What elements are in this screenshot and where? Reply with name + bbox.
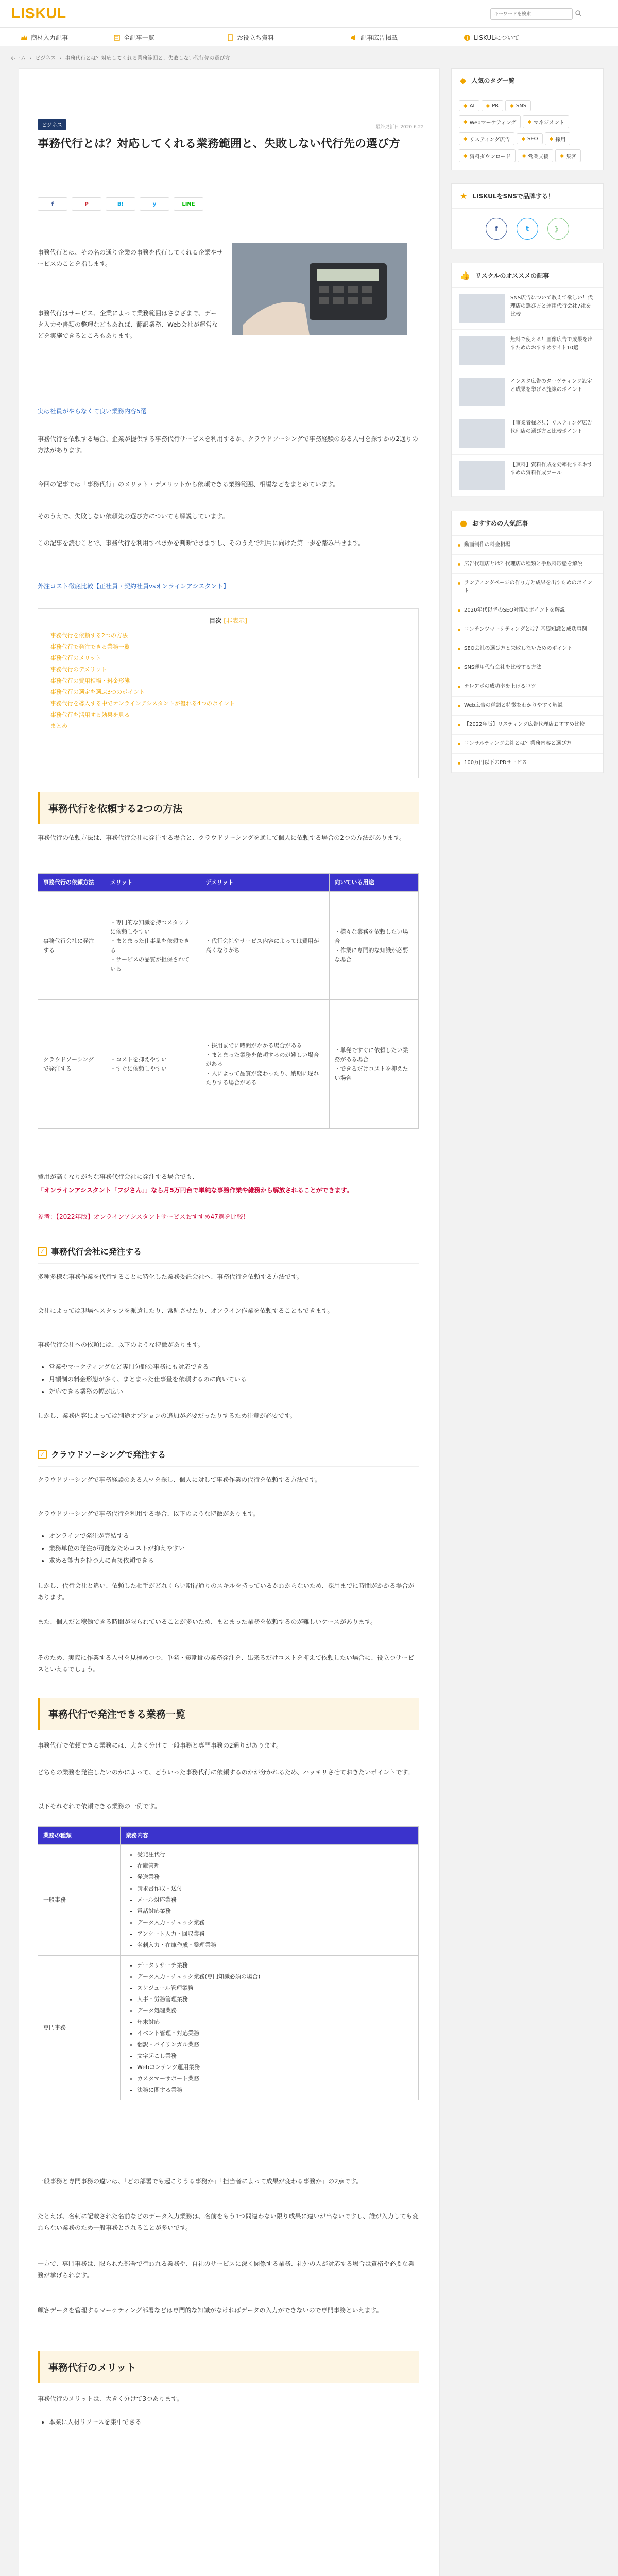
nav-label: お役立ち資料 xyxy=(237,34,274,41)
feature-list xyxy=(38,1361,419,1398)
list-item: • 受発注代行 xyxy=(137,1849,413,1860)
paragraph: 会社によっては現場へスタッフを派遣したり、常駐させたり、オフライン作業を依頼することもできます。 xyxy=(38,1307,334,1314)
paragraph: 以下それぞれで依頼できる業務の一例です。 xyxy=(38,1803,161,1810)
paragraph: クラウドソーシングで事務代行を利用する場合、以下のような特徴があります。 xyxy=(38,1510,260,1517)
tag-chip[interactable] xyxy=(459,149,516,162)
list-item: • 法務に関する業務 xyxy=(137,2084,413,2096)
list-item: • Webコンテンツ運用業務 xyxy=(137,2062,413,2073)
list-item: • 発送業務 xyxy=(137,1872,413,1883)
list-item: • 本業に人材リソースを集中できる xyxy=(49,2416,419,2428)
list-item: • アンケート入力・回収業務 xyxy=(137,1928,413,1940)
table-of-contents xyxy=(38,608,419,778)
subsection-heading: ✓ 事務代行会社に発注する xyxy=(38,1245,419,1264)
tag-chip[interactable] xyxy=(555,149,581,162)
line-share-button[interactable]: LINE xyxy=(174,197,203,211)
comparison-table xyxy=(38,873,419,1129)
tag-chip[interactable] xyxy=(545,132,571,145)
article-title: SNS広告について教えて欲しい！代理店の選び方と運用代行会社7社を比較 xyxy=(510,295,593,317)
list-item: • 人事・労務管理業務 xyxy=(137,1994,413,2005)
calculator-photo-icon xyxy=(232,243,407,335)
table-cell: ・採用までに時間がかかる場合がある ・まとまった業務を依頼するのが難しい場合がある ・人によって品質が変わったり、納期に遅れたりする場合がある xyxy=(200,1000,329,1129)
paragraph: クラウドソーシングで事務経験のある人材を探し、個人に対して事務作業の代行を依頼する方法です。 xyxy=(38,1476,321,1483)
list-item: • 電話対応業務 xyxy=(137,1906,413,1917)
star-icon: ★ xyxy=(460,191,468,201)
pocket-share-button[interactable]: P xyxy=(72,197,101,211)
list-item: • 年末対応 xyxy=(137,2016,413,2028)
category-tag[interactable]: ビジネス xyxy=(38,119,66,130)
toc-item[interactable]: 事務代行の費用相場・料金形態 xyxy=(50,677,130,684)
paragraph: たとえば、名刺に記載された名前などのデータ入力業務は、名前をもう1つ間違わない限り成果に違いが出ないですし、誰が入力しても変わらない業務のため一般事務とされることが多いです。 xyxy=(38,2213,419,2231)
table-cell: 事務代行会社に発注する xyxy=(38,892,105,1000)
tag-chip[interactable] xyxy=(459,115,521,128)
list-item: • 求める能力を持つ人に直接依頼できる xyxy=(49,1554,419,1567)
person-icon: ● xyxy=(460,518,467,528)
document-icon xyxy=(227,34,234,41)
hatena-share-button[interactable]: B! xyxy=(106,197,135,211)
thumbs-up-icon: 👍 xyxy=(460,270,470,280)
sidebar xyxy=(451,68,604,787)
table-cell: ・専門的な知識を持つスタッフに依頼しやすい ・まとまった仕事量を依頼できる ・サービスの品質が担保されている xyxy=(105,892,200,1000)
tag-chip[interactable] xyxy=(518,149,554,162)
list-item: • カスタマーサポート業務 xyxy=(137,2073,413,2084)
tag-icon: ◆ xyxy=(527,119,532,125)
table-row xyxy=(38,1845,419,1956)
popular-article[interactable]: 動画制作の料金相場 xyxy=(452,536,603,555)
tag-label: 資料ダウンロード xyxy=(469,154,511,160)
intro-paragraph-1: 事務代行とは、その名の通り企業の事務を代行してくれる企業やサービスのことを指します。 xyxy=(38,249,224,267)
tag-chip[interactable] xyxy=(459,100,479,111)
tag-icon: ◆ xyxy=(521,136,526,142)
tag-chip[interactable] xyxy=(517,133,542,144)
paragraph: 顧客データを管理するマーケティング部署などは専門的な知識がなければデータの入力ができないので専門事務といえます。 xyxy=(38,2307,383,2314)
tag-icon: ◆ xyxy=(510,103,514,109)
check-icon: ✓ xyxy=(38,1450,47,1459)
breadcrumb-current: 事務代行とは？対応してくれる業務範囲と、失敗しない代行先の選び方 xyxy=(65,56,230,61)
paragraph: 一方で、専門事務は、限られた部署で行われる業務や、自社のサービスに深く関係する業務、社外の人が対応する場合は資格や必要な業務が挙げられます。 xyxy=(38,2260,415,2279)
table-cell: 一般事務 xyxy=(38,1845,121,1956)
crown-icon xyxy=(21,34,28,41)
task-table xyxy=(38,1826,419,2100)
feature-list xyxy=(38,2416,419,2428)
nav-item-products[interactable] xyxy=(21,33,68,42)
tag-chip[interactable] xyxy=(523,115,569,128)
recommended-article[interactable] xyxy=(452,455,603,497)
breadcrumb-home[interactable]: ホーム xyxy=(10,56,26,61)
tag-label: SNS xyxy=(516,103,527,109)
global-nav xyxy=(0,28,618,46)
list-item: • オンラインで発注が完結する xyxy=(49,1530,419,1542)
toc-toggle[interactable]: [非表示] xyxy=(224,617,247,624)
recommended-article[interactable] xyxy=(452,413,603,455)
popular-article[interactable]: コンサルティング会社とは？業務内容と選び方 xyxy=(452,735,603,754)
tag-label: Webマーケティング xyxy=(469,120,517,126)
toc-item[interactable]: 事務代行のメリット xyxy=(50,655,101,662)
site-header xyxy=(0,0,618,28)
publish-date: 最終更新日 2020.6.22 xyxy=(375,125,424,130)
recommended-widget: 👍 リスクルのオススメの記事 SNS広告について教えて欲しい！代理店の選び方と運用代行会社7社を比較 無料で使える！画像広告で成果を出すためのおすすめサイト10選 インスタ広告のターゲティング設定と成果を挙げる施策のポイント 【事業者様必見】リスティング広告代理店の選び方と比較ポイント 【無料】資料作成を効率化するおすすめの資料作成ツール xyxy=(451,263,604,497)
table-cell: ・コストを抑えやすい ・すぐに依頼しやすい xyxy=(105,1000,200,1129)
related-link-2[interactable]: 外注コスト徹底比較【正社員・契約社員vsオンラインアシスタント】 xyxy=(38,583,230,590)
paragraph: しかし、業務内容によっては別途オプションの追加が必要だったりするため注意が必要です。 xyxy=(38,1412,296,1419)
tag-label: リスティング広告 xyxy=(469,137,510,143)
list-item: • データリサーチ業務 xyxy=(137,1960,413,1971)
reference-link[interactable]: 参考：【2022年版】オンラインアシスタントサービスおすすめ47選を比較！ xyxy=(38,1213,249,1221)
popular-article[interactable]: 【2022年版】リスティング広告代理店おすすめ比較 xyxy=(452,716,603,735)
popular-article[interactable]: コンテンツマーケティングとは？基礎知識と成功事例 xyxy=(452,620,603,639)
list-item: • 業務単位の発注が可能なためコストが抑えやすい xyxy=(49,1542,419,1554)
facebook-follow-icon[interactable]: f xyxy=(486,218,507,240)
tag-widget: ◆ 人気のタグ一覧 ◆ AI ◆ PR ◆ SNS ◆ Webマーケティング ◆ マネジメント ◆ リスティング広告 ◆ SEO ◆ 採用 ◆ 資料ダウンロード ◆ 営業支援 ◆ 集客 xyxy=(451,68,604,170)
article-title: 【無料】資料作成を効率化するおすすめの資料作成ツール xyxy=(510,462,593,476)
list-item: • データ処理業務 xyxy=(137,2005,413,2016)
tag-icon: ◆ xyxy=(560,153,564,159)
paragraph-3: 事務代行を依頼する場合、企業が提供する事務代行サービスを利用するか、クラウドソーシングで事務経験のある人材を探すかの2通りの方法があります。 xyxy=(38,435,418,454)
paragraph: 多種多様な事務作業を代行することに特化した業務委託会社へ、事務代行を依頼する方法です。 xyxy=(38,1273,303,1280)
toc-item[interactable]: まとめ xyxy=(50,723,67,730)
rss-follow-icon[interactable]: 》 xyxy=(547,218,569,240)
table-cell: クラウドソーシングで発注する xyxy=(38,1000,105,1129)
nav-item-ads[interactable] xyxy=(350,33,398,42)
popular-article[interactable]: Web広告の種類と特徴をわかりやすく解説 xyxy=(452,697,603,716)
related-link-1[interactable]: 実は社員がやらなくて良い業務内容5選 xyxy=(38,408,147,415)
article-thumbnail xyxy=(459,419,505,448)
toc-item[interactable]: 事務代行を依頼する2つの方法 xyxy=(50,632,128,639)
popular-article[interactable]: 100万円以下のPRサービス xyxy=(452,754,603,773)
twitter-share-button[interactable]: y xyxy=(140,197,169,211)
article-title: インスタ広告のターゲティング設定と成果を挙げる施策のポイント xyxy=(510,379,592,393)
table-header: 事務代行の依頼方法 xyxy=(38,874,105,892)
tag-label: PR xyxy=(492,103,499,109)
paragraph: そのため、実際に作業する人材を見極めつつ、単発・短期間の業務発注を、出来るだけコストを抑えて依頼したい場合に、役立つサービスといえるでしょう。 xyxy=(38,1654,415,1673)
table-header: デメリット xyxy=(200,874,329,892)
paragraph: 事務代行で依頼できる業務には、大きく分けて一般事務と専門事務の2通りがあります。 xyxy=(38,1742,282,1749)
share-buttons xyxy=(38,197,419,211)
toc-item[interactable]: 事務代行で発注できる業務一覧 xyxy=(50,643,130,650)
list-item: • 請求書作成・送付 xyxy=(137,1883,413,1894)
table-row xyxy=(38,892,419,1000)
article-main xyxy=(19,68,440,2576)
check-icon: ✓ xyxy=(38,1247,47,1256)
popular-article[interactable]: SNS運用代行会社を比較する方法 xyxy=(452,658,603,677)
task-list xyxy=(126,1960,413,2096)
nav-item-about[interactable] xyxy=(464,33,520,42)
popular-article[interactable]: 2020年代以降のSEO対策のポイントを解説 xyxy=(452,601,603,620)
section-heading: 事務代行を依頼する2つの方法 xyxy=(38,792,419,824)
popular-article[interactable]: テレアポの成功率を上げるコツ xyxy=(452,677,603,697)
task-list xyxy=(126,1849,413,1951)
toc-item[interactable]: 事務代行を活用する効果を見る xyxy=(50,711,130,718)
paragraph: また、個人だと稼働できる時間が限られていることが多いため、まとまった業務を依頼するのが難しいケースがあります。 xyxy=(38,1618,376,1625)
toc-item[interactable]: 事務代行の選定を選ぶ3つのポイント xyxy=(50,689,145,696)
search-icon[interactable] xyxy=(575,10,582,17)
table-cell: 専門事務 xyxy=(38,1956,121,2100)
list-item: • 対応できる業務の幅が広い xyxy=(49,1385,419,1398)
tag-chip[interactable] xyxy=(459,132,514,145)
tag-icon: ◆ xyxy=(464,136,468,142)
recommended-article[interactable] xyxy=(452,371,603,413)
table-header: 業務内容 xyxy=(121,1827,419,1845)
popular-article[interactable]: 広告代理店とは？代理店の種類と手数料形態を解説 xyxy=(452,555,603,574)
tag-icon: ◆ xyxy=(549,136,554,142)
tag-chip[interactable] xyxy=(482,100,504,111)
list-item: • イベント管理・対応業務 xyxy=(137,2028,413,2039)
page-title: 事務代行とは？対応してくれる業務範囲と、失敗しない代行先の選び方 xyxy=(38,138,401,150)
tag-label: 営業支援 xyxy=(528,154,549,160)
table-cell xyxy=(121,1956,419,2100)
list-item: • 月額制の料金形態が多く、まとまった仕事量を依頼するのに向いている xyxy=(49,1373,419,1385)
toc-item[interactable]: 事務代行を導入する中でオンラインアシスタントが優れる4つのポイント xyxy=(50,700,235,707)
tag-icon: ◆ xyxy=(460,76,467,86)
popular-article[interactable]: SEO会社の選び方と失敗しないためのポイント xyxy=(452,639,603,658)
table-header: 向いている用途 xyxy=(329,874,418,892)
article-thumbnail xyxy=(459,378,505,406)
table-cell: ・代行会社やサービス内容によっては費用が高くなりがち xyxy=(200,892,329,1000)
list-item: • 在庫管理 xyxy=(137,1860,413,1872)
tag-icon: ◆ xyxy=(522,153,526,159)
tag-label: SEO xyxy=(527,136,538,142)
breadcrumb xyxy=(10,54,232,61)
toc-title: 目次 xyxy=(209,617,222,624)
table-cell: ・様々な業務を依頼したい場合 ・作業に専門的な知識が必要な場合 xyxy=(329,892,418,1000)
paragraph: 事務代行のメリットは、大きく分けて3つあります。 xyxy=(38,2395,183,2402)
tag-icon: ◆ xyxy=(464,103,468,109)
hero-image xyxy=(232,243,407,335)
paragraph-5: そのうえで、失敗しない依頼先の選び方についても解説しています。 xyxy=(38,513,229,520)
megaphone-icon xyxy=(350,34,357,41)
subsection-heading: ✓ クラウドソーシングで発注する xyxy=(38,1448,419,1467)
info-icon xyxy=(464,34,471,41)
tag-icon: ◆ xyxy=(486,103,490,109)
list-item: • データ入力・チェック業務 xyxy=(137,1917,413,1928)
table-row xyxy=(38,1956,419,2100)
nav-item-all-articles[interactable] xyxy=(113,33,154,42)
toc-item[interactable]: 事務代行のデメリット xyxy=(50,666,107,673)
recommended-article[interactable] xyxy=(452,330,603,371)
breadcrumb-sep: › xyxy=(29,56,32,61)
tag-label: 採用 xyxy=(555,137,566,143)
nav-label: 全記事一覧 xyxy=(124,34,155,41)
article-thumbnail xyxy=(459,336,505,365)
recommended-article[interactable] xyxy=(452,288,603,330)
table-cell: ・単発ですぐに依頼したい業務がある場合 ・できるだけコストを抑えたい場合 xyxy=(329,1000,418,1129)
tag-chip[interactable] xyxy=(505,100,531,111)
facebook-share-button[interactable]: f xyxy=(38,197,67,211)
section-heading: 事務代行のメリット xyxy=(38,2351,419,2383)
list-item: • メール対応業務 xyxy=(137,1894,413,1906)
paragraph: 「オンラインアシスタント「フジさん」」なら月5万円台で単純な事務作業や雑務から解放されることができます。 xyxy=(38,1187,353,1194)
popular-article[interactable]: ランディングページの作り方と成果を出すためのポイント xyxy=(452,574,603,601)
search-input[interactable] xyxy=(490,8,573,20)
sns-widget: ★ LISKULをSNSで品牌する！ f t 》 xyxy=(451,183,604,249)
paragraph: 一般事務と専門事務の違いは、「どの部署でも起こりうる事務か」「担当者によって成果が変わる事務か」の2点です。 xyxy=(38,2178,363,2185)
table-header: メリット xyxy=(105,874,200,892)
paragraph: 事務代行会社への依頼には、以下のような特徴があります。 xyxy=(38,1341,204,1348)
nav-label: 商材入力記事 xyxy=(31,34,68,41)
table-row xyxy=(38,1000,419,1129)
paragraph-4: 今回の記事では「事務代行」のメリット・デメリットから依頼できる業務範囲、相場などをまとめています。 xyxy=(38,481,339,488)
article-thumbnail xyxy=(459,294,505,323)
nav-label: LISKULについて xyxy=(474,34,520,41)
list-item: • データ入力・チェック業務(専門知識必須の場合) xyxy=(137,1971,413,1982)
tag-label: マネジメント xyxy=(534,120,564,126)
table-header: 業務の種類 xyxy=(38,1827,121,1845)
list-item: • 名刺入力・在庫作成・整理業務 xyxy=(137,1940,413,1951)
nav-item-resources[interactable] xyxy=(227,33,274,42)
paragraph: 費用が高くなりがちな事務代行会社に発注する場合でも、 xyxy=(38,1173,199,1180)
list-item: • 文字起こし業務 xyxy=(137,2050,413,2062)
tag-label: 集客 xyxy=(566,154,577,160)
site-logo[interactable]: LISKUL xyxy=(11,5,67,21)
section-paragraph: 事務代行の依頼方法は、事務代行会社に発注する場合と、クラウドソーシングを通して個人に依頼する場合の2つの方法があります。 xyxy=(38,834,405,841)
list-icon xyxy=(113,34,121,41)
article-title: 無料で使える！画像広告で成果を出すためのおすすめサイト10選 xyxy=(510,337,593,351)
table-cell xyxy=(121,1845,419,1956)
nav-label: 記事広告掲載 xyxy=(360,34,398,41)
list-item: • 翻訳・バイリンガル業務 xyxy=(137,2039,413,2050)
section-heading: 事務代行で発注できる業務一覧 xyxy=(38,1698,419,1730)
tag-icon: ◆ xyxy=(464,119,468,125)
list-item: • 営業やマーケティングなど専門分野の事務にも対応できる xyxy=(49,1361,419,1373)
paragraph: しかし、代行会社と違い、依頼した相手がどれくらい期待通りのスキルを持っているかわからないため、採用までに時間がかかる場合があります。 xyxy=(38,1582,415,1601)
paragraph-6: この記事を読むことで、事務代行を利用すべきかを判断できますし、そのうえで利用に向けた第一歩を踏み出せます。 xyxy=(38,539,365,547)
twitter-follow-icon[interactable]: t xyxy=(517,218,538,240)
article-title: 【事業者様必見】リスティング広告代理店の選び方と比較ポイント xyxy=(510,420,592,434)
paragraph: どちらの業務を発注したいのかによって、どういった事務代行に依頼するのかが分かれるため、ハッキリさせておきたいポイントです。 xyxy=(38,1769,414,1776)
article-thumbnail xyxy=(459,461,505,490)
list-item: • スケジュール管理業務 xyxy=(137,1982,413,1994)
breadcrumb-category[interactable]: ビジネス xyxy=(35,56,56,61)
intro-paragraph-2: 事務代行はサービス、企業によって業務範囲はさまざまで、データ入力や書類の整理などもあれば、翻訳業務、Web会社が運営などを実施できるところもあります。 xyxy=(38,310,218,340)
feature-list xyxy=(38,1530,419,1567)
tag-label: AI xyxy=(469,103,475,109)
tag-icon: ◆ xyxy=(464,153,468,159)
popular-widget: ● おすすめの人気記事 動画制作の料金相場 広告代理店とは？代理店の種類と手数料形態を解説 ランディングページの作り方と成果を出すためのポイント 2020年代以降のSEO対策のポイントを解説 コンテンツマーケティングとは？基礎知識と成功事例 SEO会社の選び方と失敗しないためのポイント SNS運用代行会社を比較する方法 テレアポの成功率を上げるコツ Web広告の種類と特徴をわかりやすく解説 【2022年版】リスティング広告代理店おすすめ比較 コンサルティング会社とは？業務内容と選び方 100万円以下のPRサービス xyxy=(451,511,604,773)
breadcrumb-sep: › xyxy=(59,56,62,61)
